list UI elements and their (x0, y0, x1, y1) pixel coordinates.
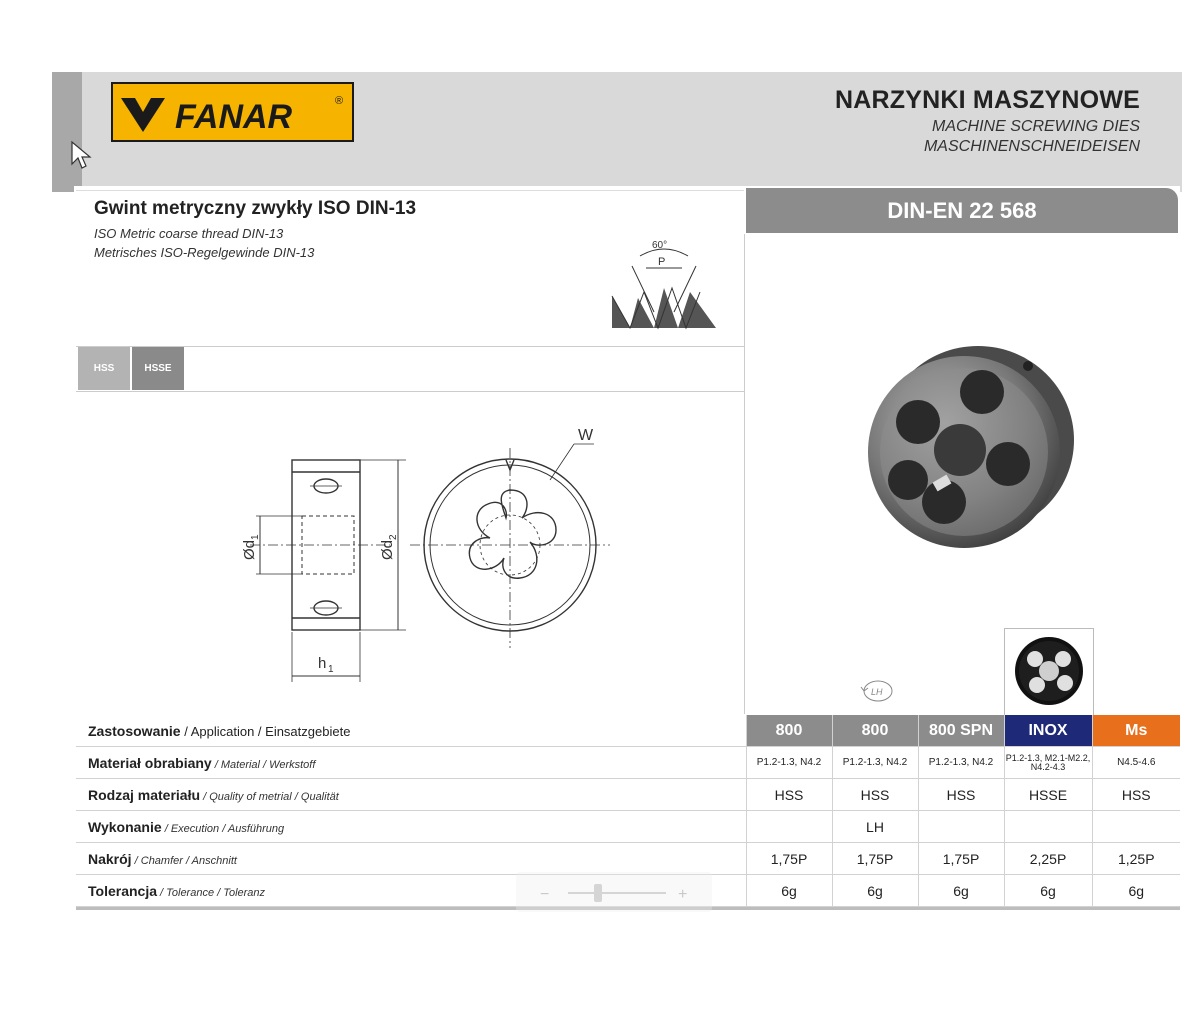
row-label: Materiał obrabiany / Material / Werkstoff (76, 747, 746, 779)
zoom-slider[interactable] (516, 872, 712, 912)
label-d1: Ød (241, 539, 258, 560)
table-row (76, 747, 1180, 779)
table-cell: 6g (918, 875, 1004, 907)
table-cell: 1,25P (1092, 843, 1180, 875)
table-row (76, 843, 1180, 875)
table-header-row (76, 715, 1180, 747)
table-cell: 6g (746, 875, 832, 907)
label-d2: Ød (379, 539, 396, 560)
table-cell: HSS (832, 779, 918, 811)
label-h1: h (318, 655, 327, 672)
tab-hss[interactable]: HSS (78, 347, 130, 390)
page-title-en: MACHINE SCREWING DIES (931, 118, 1140, 135)
table-cell: P1.2-1.3, M2.1-M2.2, N4.2-4.3 (1004, 747, 1092, 779)
table-cell: HSS (746, 779, 832, 811)
table-cell: 6g (1092, 875, 1180, 907)
pitch-label: P (658, 256, 666, 268)
table-cell: P1.2-1.3, N4.2 (918, 747, 1004, 779)
table-row (76, 811, 1180, 843)
column-header-inox: INOX (1004, 715, 1092, 747)
row-label: Tolerancja / Tolerance / Toleranz (76, 875, 746, 907)
zoom-out-icon[interactable]: − (540, 886, 550, 903)
table-row (76, 779, 1180, 811)
column-header-800: 800 (746, 715, 832, 747)
label-w: W (578, 427, 594, 444)
table-cell: P1.2-1.3, N4.2 (746, 747, 832, 779)
table-cell: 1,75P (746, 843, 832, 875)
table-cell (1092, 811, 1180, 843)
lh-icon-label: LH (871, 687, 883, 697)
standard-header: DIN-EN 22 568 (746, 188, 1178, 233)
row-label: Wykonanie / Execution / Ausführung (76, 811, 746, 843)
table-cell: 6g (1004, 875, 1092, 907)
label-h1-sub: 1 (328, 664, 334, 675)
panel-divider (744, 234, 745, 714)
svg-text:®: ® (335, 95, 344, 107)
tab-hsse[interactable]: HSSE (132, 347, 184, 390)
inox-image-frame (1004, 628, 1094, 715)
header-left-strip (52, 72, 82, 192)
column-header-800-spn: 800 SPN (918, 715, 1004, 747)
table-cell: 6g (832, 875, 918, 907)
page-title: NARZYNKI MASZYNOWE (835, 86, 1140, 114)
table-cell (1004, 811, 1092, 843)
fanar-logo (111, 82, 354, 142)
technical-drawing (230, 420, 630, 690)
table-cell: HSS (1092, 779, 1180, 811)
column-header-ms: Ms (1092, 715, 1180, 747)
zoom-handle[interactable] (594, 884, 602, 902)
table-cell (918, 811, 1004, 843)
inox-die-image (1005, 629, 1093, 715)
label-d2-sub: 2 (388, 534, 399, 540)
row-label: Nakrój / Chamfer / Anschnitt (76, 843, 746, 875)
label-d1-sub: 1 (250, 534, 261, 540)
lh-icon (860, 678, 896, 704)
logo-text: FANAR (175, 98, 293, 136)
thread-profile-icon (606, 232, 722, 334)
table-cell: HSSE (1004, 779, 1092, 811)
table-cell: 2,25P (1004, 843, 1092, 875)
page-title-de: MASCHINENSCHNEIDEISEN (923, 138, 1140, 155)
thread-title-de: Metrisches ISO-Regelgewinde DIN-13 (94, 245, 315, 260)
table-cell: LH (832, 811, 918, 843)
thread-title-en: ISO Metric coarse thread DIN-13 (94, 226, 284, 241)
table-cell: P1.2-1.3, N4.2 (832, 747, 918, 779)
angle-label: 60° (652, 240, 668, 251)
table-cell (746, 811, 832, 843)
thread-title: Gwint metryczny zwykły ISO DIN-13 (94, 198, 417, 219)
column-header-800-lh: 800 (832, 715, 918, 747)
table-cell: N4.5-4.6 (1092, 747, 1180, 779)
zoom-in-icon[interactable]: + (678, 886, 688, 903)
die-product-image (858, 340, 1078, 560)
header-label: Zastosowanie / Application / Einsatzgebiete (76, 715, 746, 747)
row-label: Rodzaj materiału / Quality of metrial / Qualität (76, 779, 746, 811)
mouse-cursor-icon (70, 140, 92, 170)
table-cell: 1,75P (832, 843, 918, 875)
table-cell: HSS (918, 779, 1004, 811)
table-cell: 1,75P (918, 843, 1004, 875)
